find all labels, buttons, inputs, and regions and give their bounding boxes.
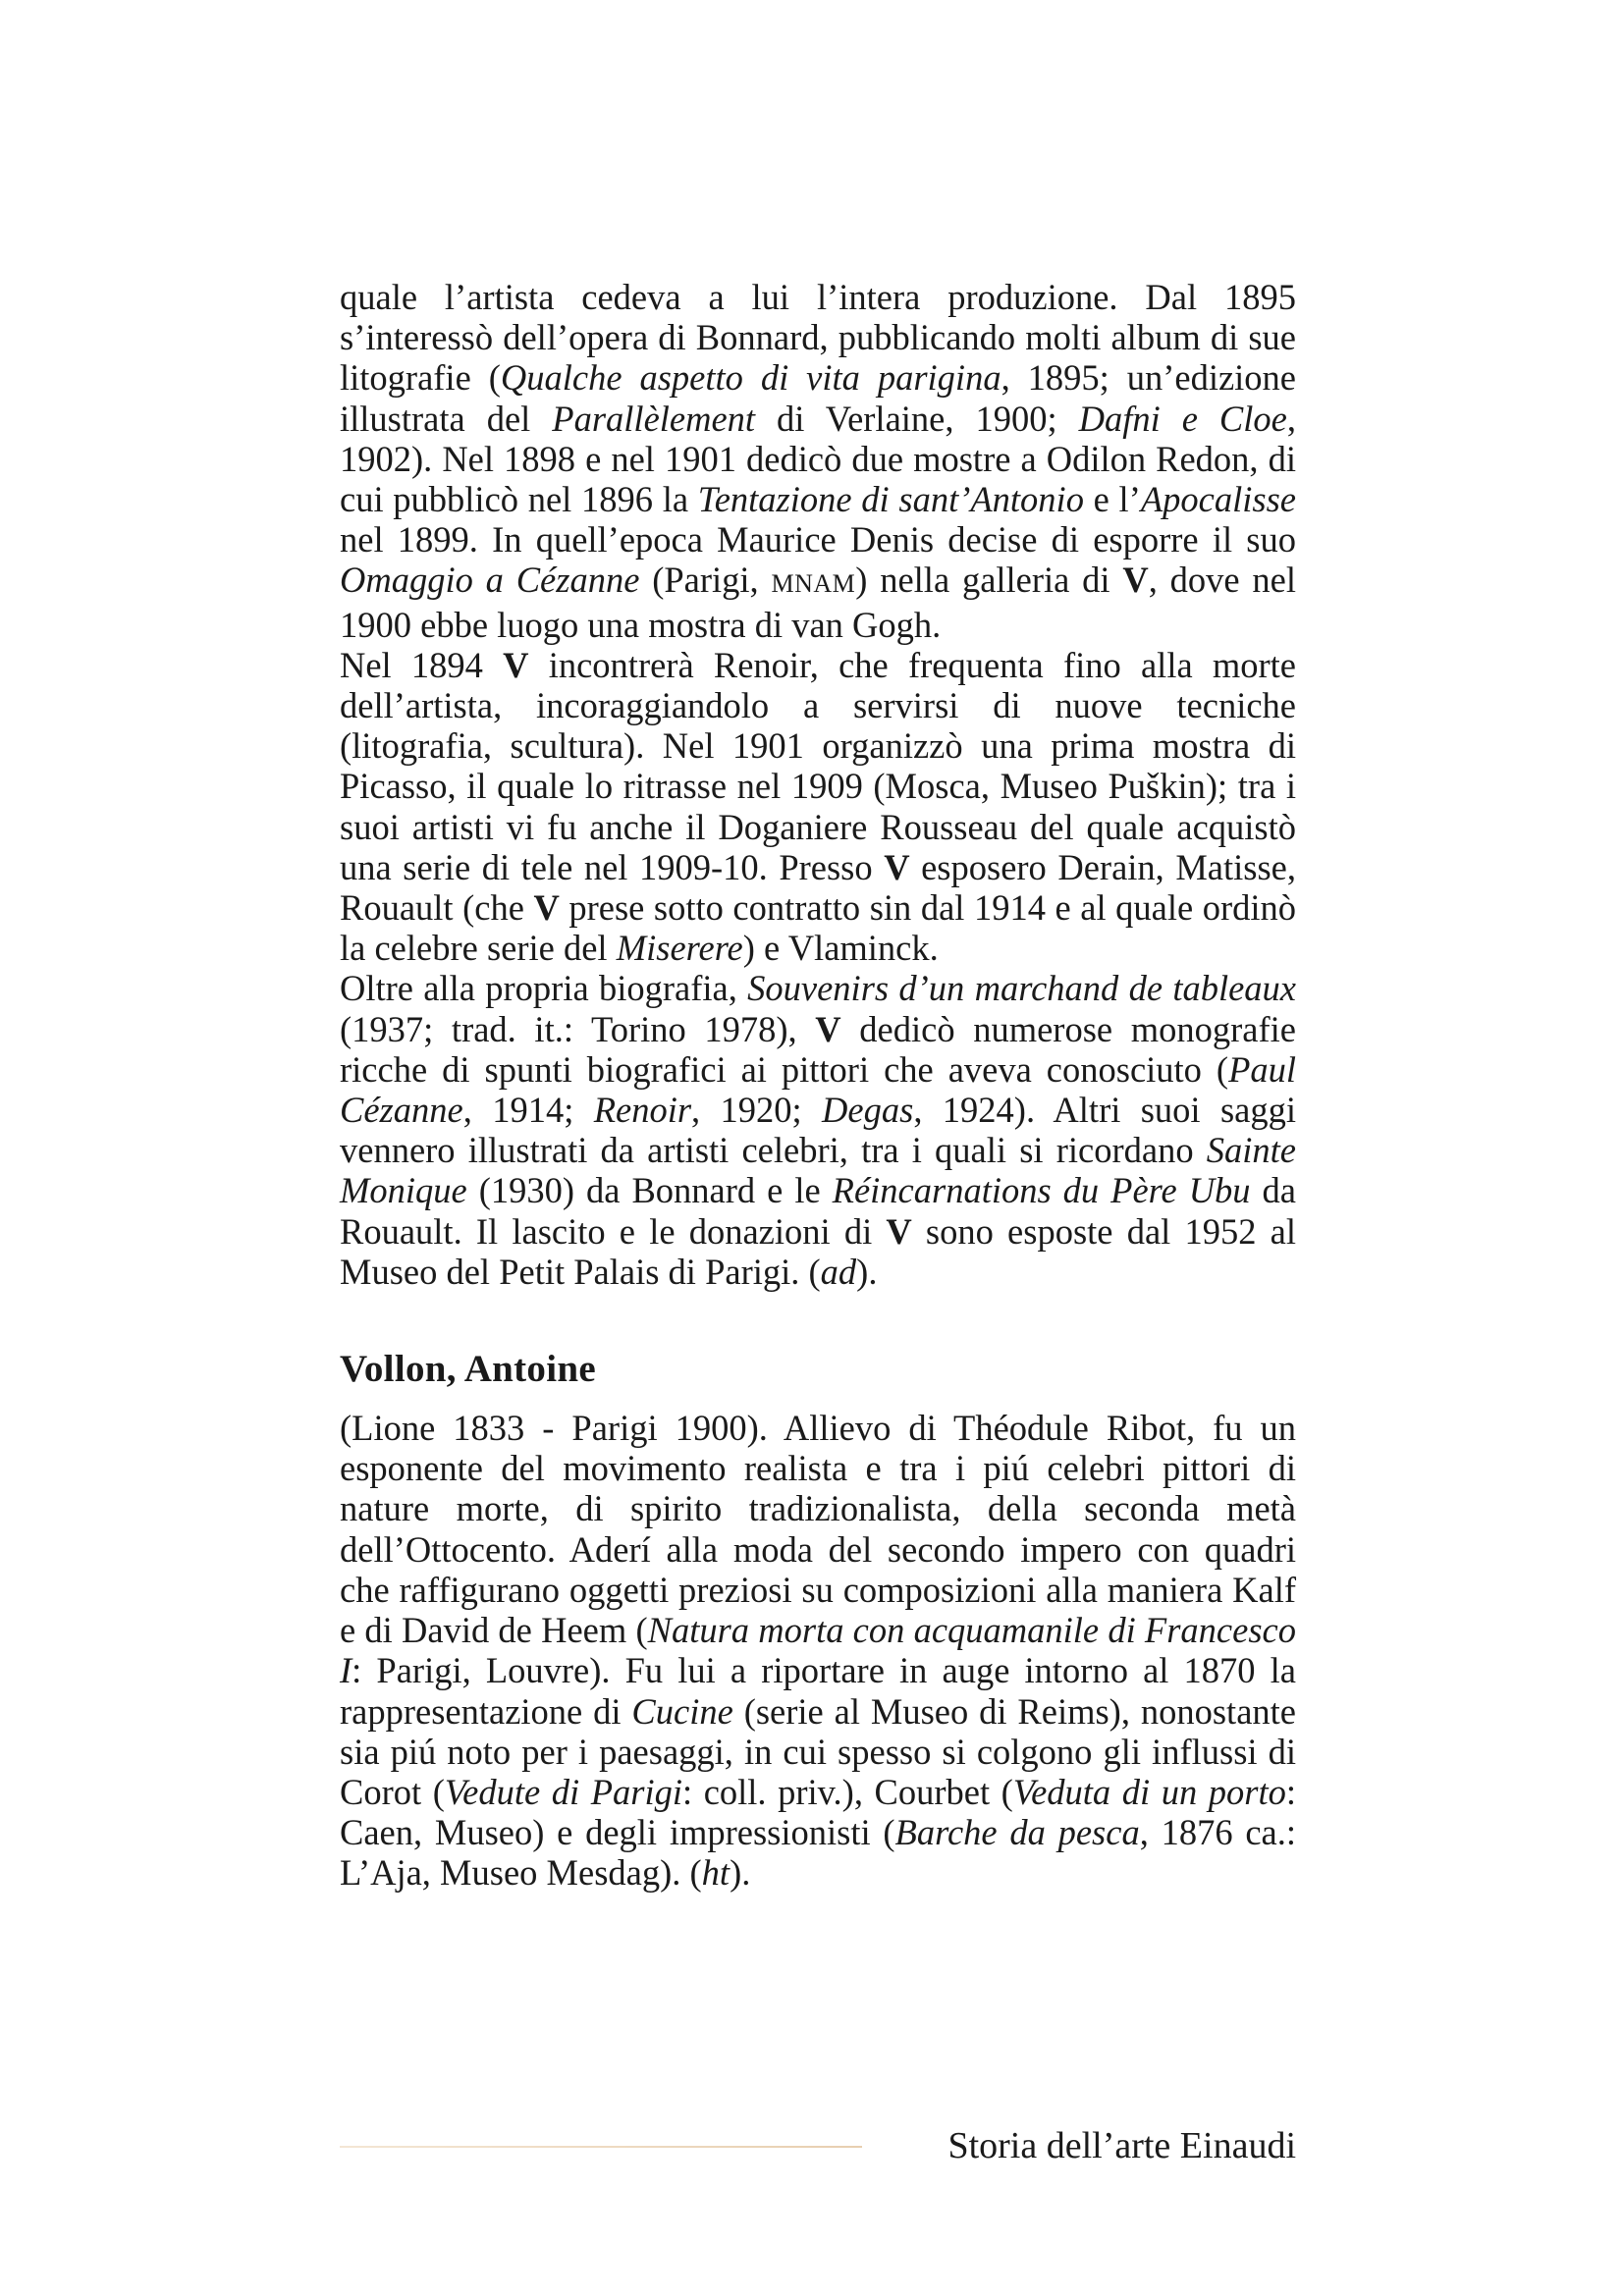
- author-initials: ad: [820, 1251, 857, 1292]
- artwork-title: Barche da pesca: [894, 1812, 1140, 1853]
- paragraph-vollon-biography: [340, 1408, 1296, 1893]
- paragraph-renoir-picasso: [340, 645, 1296, 969]
- artwork-title: Cucine: [631, 1690, 733, 1732]
- artwork-title: Qualche aspetto di vita parigina: [500, 357, 1001, 399]
- book-title: Renoir: [593, 1090, 692, 1131]
- page-body: [340, 277, 1296, 1894]
- text-run: incontrerà Renoir, che frequenta fino alla morte dell’artista, incoraggiandolo a servirsi di nuove tecniche (litografia, scultura). Nel 1901 organizzò una prima mostra di Picasso, il quale lo ritrasse nel 1909 (Mosca, Museo Puškin); tra i suoi artisti vi fu anche il Doganiere Rousseau del quale acquistò una serie di tele nel 1909-10. Presso: [340, 644, 1297, 887]
- text-run: quale l’artista cedeva a lui l’intera produzione. Dal 1895 s’interessò dell’opera di Bonnard, pubblicando molti album di sue litografie (: [340, 277, 1296, 399]
- text-run: e l’: [1083, 479, 1141, 520]
- artwork-title: Omaggio a Cézanne: [340, 560, 640, 601]
- book-title: Réincarnations du Père Ubu: [832, 1170, 1251, 1211]
- text-run: , 1914;: [462, 1090, 594, 1131]
- text-run: sono esposte dal 1952 al Museo del Petit Palais di Parigi. (: [340, 1210, 1296, 1292]
- text-run: (Lione 1833 - Parigi 1900). Allievo di Théodule Ribot, fu un esponente del movimento realista e tra i piú celebri pittori di nature morte, di spirito tradizionalista, della seconda metà dell’Ottocento. Aderí alla moda del secondo impero con quadri che raffigurano oggetti preziosi su composizioni alla maniera Kalf e di David de Heem (: [340, 1408, 1296, 1651]
- paragraph-bonnard-redon: [340, 277, 1296, 645]
- text-run: , 1924). Altri suoi saggi vennero illustrati da artisti celebri, tra i quali si ricordano: [340, 1090, 1296, 1171]
- text-run: (Parigi,: [639, 560, 772, 601]
- artwork-title: Apocalisse: [1140, 479, 1296, 520]
- text-run: di Verlaine, 1900;: [755, 398, 1079, 439]
- paragraph-writings-legacy: [340, 968, 1296, 1292]
- page-footer: [340, 2120, 1296, 2171]
- artwork-title: Veduta di un porto: [1012, 1771, 1286, 1812]
- text-run: dedicò numerose monografie ricche di spunti biografici ai pittori che aveva conosciuto (: [340, 1008, 1296, 1090]
- text-run: , 1876 ca.: L’Aja, Museo Mesdag). (: [340, 1812, 1296, 1894]
- museum-abbreviation: MNAM: [771, 569, 856, 599]
- text-run: ).: [856, 1251, 878, 1292]
- subject-initial: V: [815, 1008, 841, 1049]
- text-run: Oltre alla propria biografia,: [340, 968, 748, 1009]
- book-title: Sainte Monique: [340, 1130, 1296, 1211]
- text-run: (serie al Museo di Reims), nonostante sia piú noto per i paesaggi, in cui spesso si colgono gli influssi di Corot (: [340, 1690, 1296, 1812]
- text-run: , 1895; un’edizione illustrata del: [340, 357, 1297, 439]
- text-run: prese sotto contratto sin dal 1914 e al quale ordinò la celebre serie del: [340, 887, 1296, 969]
- text-run: (1930) da Bonnard e le: [466, 1170, 833, 1211]
- text-run: esposero Derain, Matisse, Rouault (che: [340, 846, 1296, 929]
- text-run: : Parigi, Louvre). Fu lui a riportare in auge intorno al 1870 la rappresentazione di: [340, 1650, 1296, 1732]
- text-run: : coll. priv.), Courbet (: [681, 1771, 1013, 1812]
- artwork-title: Tentazione di sant’Antonio: [697, 479, 1084, 520]
- subject-initial: V: [533, 887, 560, 929]
- publisher-label: Storia dell’arte Einaudi: [947, 2125, 1296, 2166]
- text-run: ) nella galleria di: [855, 560, 1123, 601]
- subject-initial: V: [1122, 560, 1149, 601]
- text-run: ) e Vlaminck.: [742, 928, 939, 969]
- artwork-title: Dafni e Cloe: [1078, 398, 1287, 439]
- artwork-title: Parallèlement: [552, 398, 756, 439]
- subject-initial: V: [884, 846, 910, 887]
- artwork-title: Natura morta con acquamanile di Francesco I: [340, 1610, 1296, 1691]
- entry-heading-vollon: Vollon, Antoine: [340, 1348, 596, 1391]
- book-title: Degas: [822, 1090, 914, 1131]
- artwork-title: Vedute di Parigi: [444, 1771, 682, 1812]
- text-run: Nel 1894: [340, 644, 504, 685]
- subject-initial: V: [503, 644, 529, 685]
- book-title: Souvenirs d’un marchand de tableaux: [747, 968, 1296, 1009]
- subject-initial: V: [886, 1210, 912, 1252]
- text-run: nel 1899. In quell’epoca Maurice Denis decise di esporre il suo: [340, 519, 1296, 561]
- artwork-title: Miserere: [616, 928, 743, 969]
- text-run: , 1902). Nel 1898 e nel 1901 dedicò due mostre a Odilon Redon, di cui pubblicò nel 1896 la: [340, 398, 1296, 520]
- author-initials: ht: [701, 1852, 730, 1894]
- text-run: da Rouault. Il lascito e le donazioni di: [340, 1170, 1296, 1252]
- text-run: , 1920;: [691, 1090, 823, 1131]
- text-run: ).: [730, 1852, 751, 1894]
- footer-rule: [340, 2146, 862, 2148]
- book-title: Paul Cézanne: [340, 1048, 1296, 1131]
- text-run: (1937; trad. it.: Torino 1978),: [340, 1008, 816, 1049]
- text-run: , dove nel 1900 ebbe luogo una mostra di van Gogh.: [340, 560, 1296, 645]
- text-run: : Caen, Museo) e degli impressionisti (: [340, 1771, 1297, 1853]
